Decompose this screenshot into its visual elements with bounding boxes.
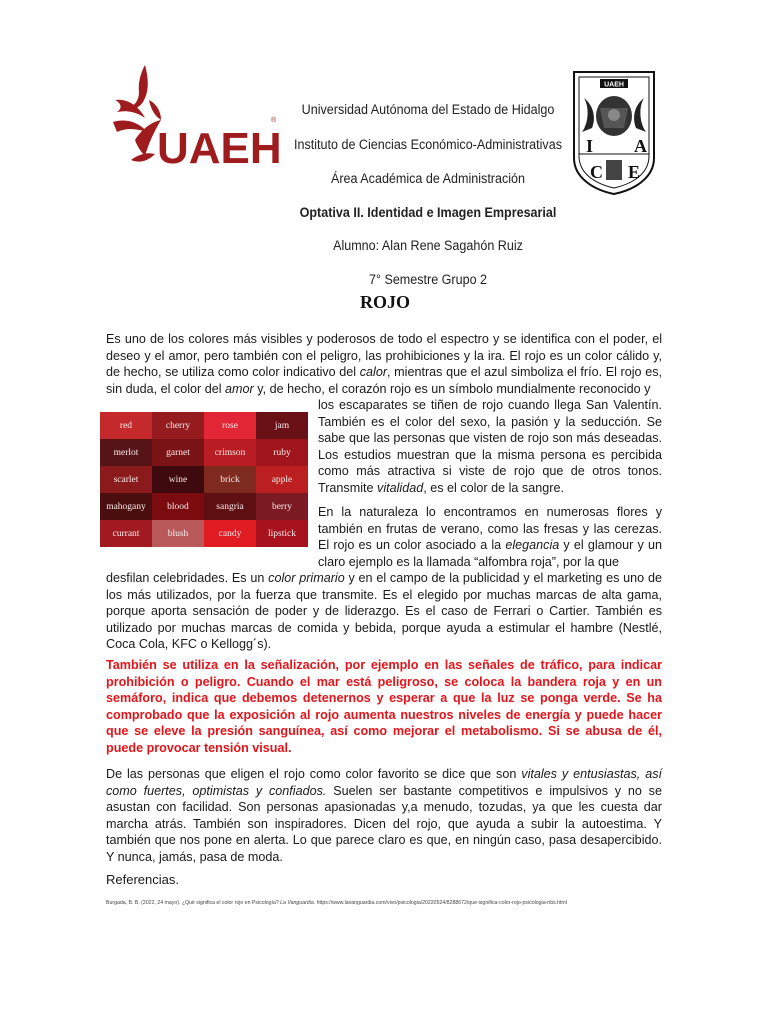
swatch-crimson: crimson <box>204 439 256 466</box>
registered-mark: ® <box>271 117 277 124</box>
swatch-jam: jam <box>256 412 308 439</box>
swatch-rose: rose <box>204 412 256 439</box>
swatch-scarlet: scarlet <box>100 466 152 493</box>
paragraph-personality: De las personas que eligen el rojo como color favorito se dice que son vitales y entusiastas, así como fuertes, optimistas y confiados. Suelen ser bastante competitivos e impulsivos y no se asustan con facilidad. Son personas apasionadas y,a menudo, tozudas, ya que les cuesta dar marcha atrás. También son inspiradores. Dicen del rojo, que ayuda a subir la autoestima. Y también que nos pone en alerta. Lo que parece claro es que, en ningún caso, pasa desapercibido. Y nunca, jamás, pasa de moda. <box>106 767 663 864</box>
university-name: Universidad Autónoma del Estado de Hidalgo <box>301 102 555 117</box>
course-name: Optativa II. Identidad e Imagen Empresarial <box>299 205 557 220</box>
paragraph-intro: Es uno de los colores más visibles y poderosos de todo el espectro y se identifica con el poder, el deseo y el amor, pero también con el peligro, las prohibiciones y la ira. El rojo es un color cálido y, de hecho, se utiliza como color indicativo del calor, mientras que el azul simboliza el frío. El rojo es, sin duda, el color del amor y, de hecho, el corazón rojo es un símbolo mundialmente reconocido y <box>106 332 662 396</box>
paragraph-signaling: También se utiliza en la señalización, por ejemplo en las señales de tráfico, para indicar prohibición o peligro. Cuando el mar está peligroso, se coloca la bandera roja y en un semáforo, indica que debemos detenernos y esperar a que la luz se ponga verde. Se ha comprobado que la exposición al rojo aumenta nuestros niveles de energía y puede hacer que se eleve la presión sanguínea, así como mejorar el metabolismo. Si se abusa de él, puede provocar tensión visual. <box>106 658 662 755</box>
paragraph-side-1: los escaparates se tiñen de rojo cuando llega San Valentín. También es el color del sexo, la pasión y la seducción. Se sabe que las personas que visten de rojo son más deseadas. Los estudios muestran que la misma persona es percibida como más atractiva si viste de rojo que de otros tonos. Transmite vitalidad, es el color de la sangre. <box>318 398 662 495</box>
swatch-berry: berry <box>256 493 308 520</box>
icea-letter-c: C <box>590 162 603 182</box>
swatch-wine: wine <box>152 466 204 493</box>
red-swatch-grid <box>100 412 308 547</box>
reference-citation: Burgada, B. B. (2022, 24 mayo). ¿Qué significa el color rojo en Psicología? La Vanguardia. https://www.lavanguardia.com/vivo/psicologia/20220524/8288672/que-significa-color-rojo-psicologia-nbs.html <box>106 900 567 906</box>
icea-top-text: UAEH <box>604 81 624 89</box>
swatch-mahogany: mahogany <box>100 493 152 520</box>
paragraph-marketing: desfilan celebridades. Es un color primario y en el campo de la publicidad y el marketing es uno de los más utilizados, por la fuerza que transmite. Es el elegido por muchas marcas de alta gama, porque aporta sensación de poder y de liderazgo. Es el caso de Ferrari o Cartier. También es utilizado por muchas marcas de comida y bebida, porque ayuda a estimular el hambre (Nestlé, Coca Cola, KFC o Kellogg´s). <box>106 571 662 652</box>
swatch-merlot: merlot <box>100 439 152 466</box>
swatch-blush: blush <box>152 520 204 547</box>
references-heading: Referencias. <box>106 872 179 887</box>
swatch-cherry: cherry <box>152 412 204 439</box>
uaeh-logo <box>105 60 280 175</box>
swatch-brick: brick <box>204 466 256 493</box>
semester-group: 7° Semestre Grupo 2 <box>368 272 488 287</box>
swatch-candy: candy <box>204 520 256 547</box>
swatch-apple: apple <box>256 466 308 493</box>
swatch-blood: blood <box>152 493 204 520</box>
academic-area: Área Académica de Administración <box>330 171 526 186</box>
swatch-lipstick: lipstick <box>256 520 308 547</box>
icea-letter-e: E <box>628 162 641 182</box>
student-name: Alumno: Alan Rene Sagahón Ruiz <box>333 238 523 253</box>
swatch-ruby: ruby <box>256 439 308 466</box>
swatch-currant: currant <box>100 520 152 547</box>
institute-name: Instituto de Ciencias Económico-Administrativas <box>294 137 562 152</box>
swatch-red: red <box>100 412 152 439</box>
uaeh-logo-text: UAEH <box>157 124 280 173</box>
icea-letter-i: I <box>586 136 594 156</box>
page-title: ROJO <box>359 292 410 312</box>
icea-letter-a: A <box>634 136 647 156</box>
swatch-garnet: garnet <box>152 439 204 466</box>
paragraph-side-2: En la naturaleza lo encontramos en numerosas flores y también en frutas de verano, como las fresas y las cerezas. El rojo es un color asociado a la elegancia y el glamour y un claro ejemplo es la llamada “alfombra roja”, por la que <box>318 505 662 569</box>
swatch-sangria: sangria <box>204 493 256 520</box>
